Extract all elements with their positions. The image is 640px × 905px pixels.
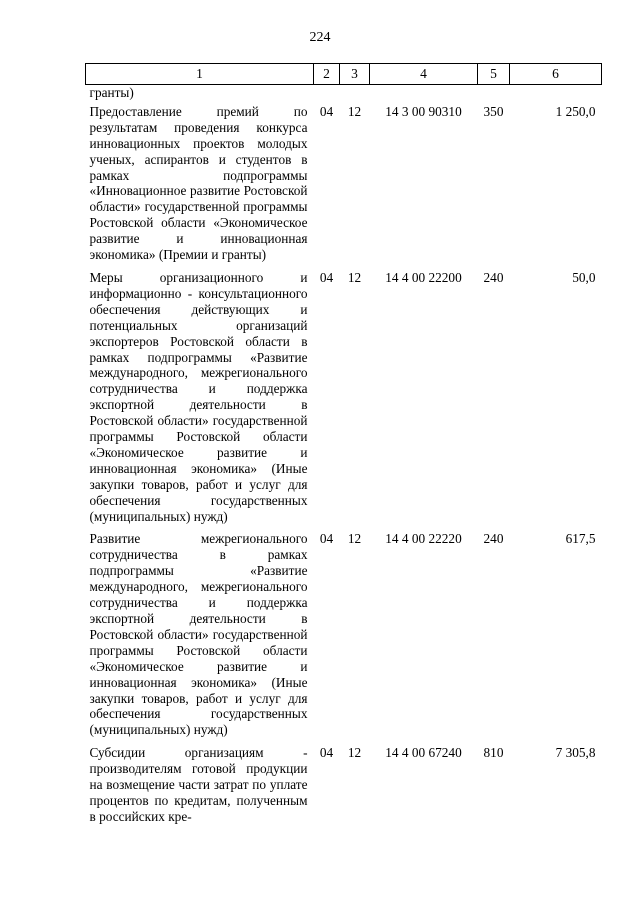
row-subsection: 12 — [347, 269, 362, 285]
row-description: Развитие межрегионального сотрудничества в рамках подпрограммы «Развитие международного, межрегионального сотрудничества и поддержка экспортной деятельности в Ростовской области» государственной программы Ростовской области «Экономическое развитие и инновационная экономика» (Иные закупки товаров, работ и услуг для обеспечения государственных (муниципальных) нужд) — [89, 531, 308, 738]
row-section — [314, 85, 340, 104]
table-row — [86, 104, 602, 270]
header-row — [86, 64, 602, 85]
row-description: Меры организационного и информационно - консультационного обеспечения действующих и потенциальных организаций экспортеров Ростовской области в рамках подпрограммы «Развитие международного, межрегионального сотрудничества и поддержка экспортной деятельности в Ростовской области» государственной программы Ростовской области «Экономическое развитие и инновационная экономика» (Иные закупки товаров, работ и услуг для обеспечения государственных (муниципальных) нужд) — [89, 269, 308, 524]
row-section: 04 — [319, 269, 334, 285]
row-amount — [510, 85, 602, 104]
row-expense-type — [478, 85, 510, 104]
row-target-code: 14 3 00 90310 — [385, 103, 462, 119]
table-row — [86, 85, 602, 104]
table-body — [86, 85, 602, 832]
row-description: Предоставление премий по результатам проведения конкурса инновационных проектов молодых ученых, аспирантов и студентов в рамках подпрограммы «Инновационное развитие Ростовской области» государственной программы Ростовской области «Экономическое развитие и инновационная экономика» (Премии и гранты) — [89, 103, 308, 263]
table-row — [86, 745, 602, 832]
row-amount: 50,0 — [572, 269, 596, 285]
row-amount: 617,5 — [565, 531, 596, 547]
row-description: Субсидии организациям - производителям готовой продукции на возмещение части затрат по уплате процентов по кредитам, полученным в российских кре- — [89, 745, 308, 824]
row-description: гранты) — [89, 85, 134, 100]
row-subsection: 12 — [347, 103, 362, 119]
row-target-code: 14 4 00 67240 — [385, 745, 462, 761]
row-subsection — [340, 85, 370, 104]
table-header — [86, 64, 602, 85]
row-target-code: 14 4 00 22200 — [385, 269, 462, 285]
table-row — [86, 270, 602, 532]
row-expense-type: 240 — [483, 269, 504, 285]
row-amount: 7 305,8 — [555, 745, 596, 761]
row-target-code: 14 4 00 22220 — [385, 531, 462, 547]
row-section: 04 — [319, 531, 334, 547]
row-section: 04 — [319, 745, 334, 761]
header-col-6: 6 — [510, 64, 602, 85]
row-subsection: 12 — [347, 531, 362, 547]
row-subsection: 12 — [347, 745, 362, 761]
page-number: 224 — [309, 30, 331, 45]
row-target-code — [370, 85, 478, 104]
header-col-4: 4 — [370, 64, 478, 85]
header-col-3: 3 — [340, 64, 370, 85]
table-row — [86, 531, 602, 745]
row-expense-type: 810 — [483, 745, 504, 761]
budget-table — [85, 63, 602, 832]
header-col-1: 1 — [86, 64, 314, 85]
row-expense-type: 350 — [483, 103, 504, 119]
row-section: 04 — [319, 103, 334, 119]
row-expense-type: 240 — [483, 531, 504, 547]
header-col-5: 5 — [478, 64, 510, 85]
row-amount: 1 250,0 — [555, 103, 596, 119]
header-col-2: 2 — [314, 64, 340, 85]
